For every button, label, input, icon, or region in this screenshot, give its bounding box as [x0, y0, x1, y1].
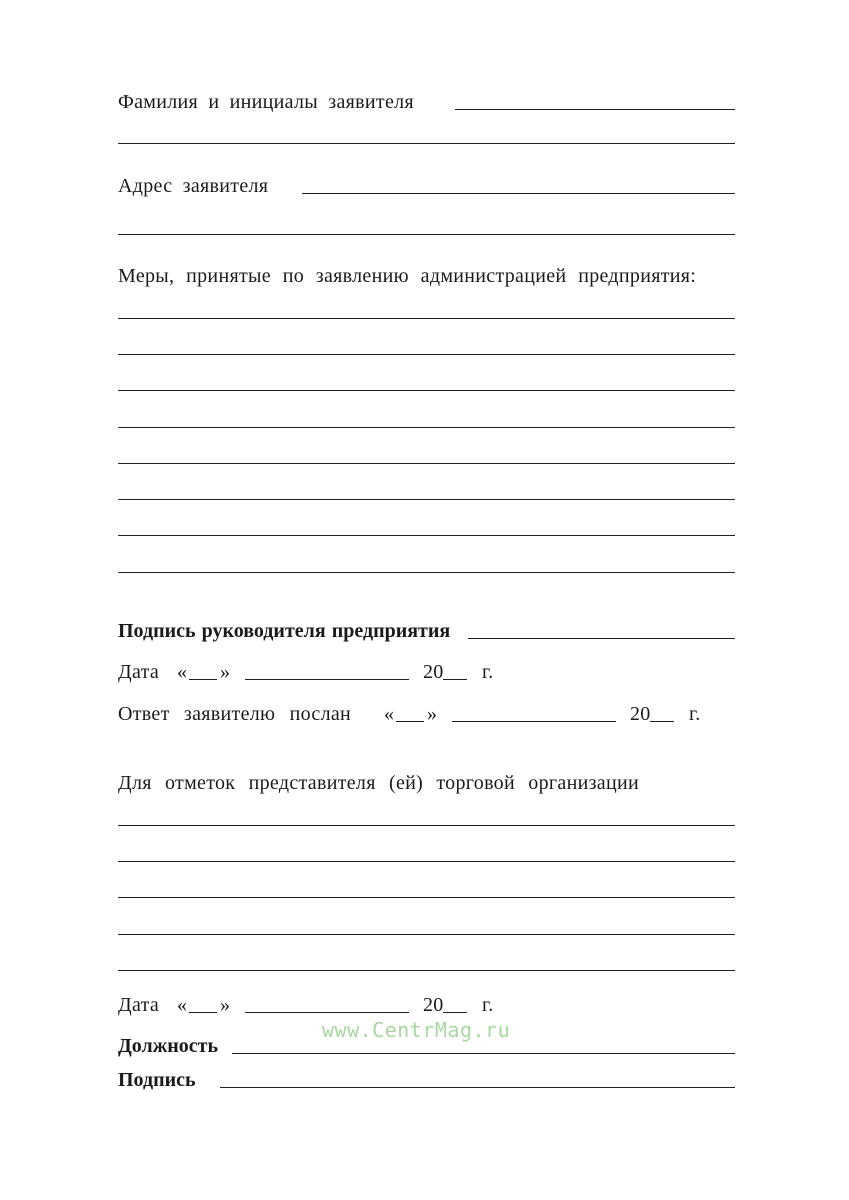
- measures-line[interactable]: [118, 318, 735, 319]
- representative-date-open-quote: «: [177, 994, 188, 1016]
- position-label: Должность: [118, 1035, 219, 1057]
- reply-year-line[interactable]: [650, 721, 674, 722]
- measures-label: Меры, принятые по заявлению администрацией предприятия:: [118, 265, 697, 287]
- measures-line[interactable]: [118, 572, 735, 573]
- representative-date-day-line[interactable]: [189, 1012, 217, 1013]
- manager-date-month-line[interactable]: [245, 679, 409, 680]
- representative-year-suffix: г.: [482, 994, 494, 1016]
- manager-signature-line[interactable]: [468, 638, 735, 639]
- applicant-name-label: Фамилия и инициалы заявителя: [118, 91, 414, 113]
- measures-line[interactable]: [118, 354, 735, 355]
- manager-year-prefix: 20: [423, 661, 444, 683]
- notes-line[interactable]: [118, 934, 735, 935]
- applicant-address-line-2[interactable]: [118, 234, 735, 235]
- watermark: www.CentrMag.ru: [322, 1018, 511, 1042]
- representative-date-close-quote: »: [220, 994, 231, 1016]
- manager-year-suffix: г.: [482, 661, 494, 683]
- position-line[interactable]: [232, 1053, 735, 1054]
- manager-date-day-line[interactable]: [189, 679, 217, 680]
- manager-date-open-quote: «: [177, 661, 188, 683]
- reply-date-day-line[interactable]: [396, 721, 424, 722]
- applicant-address-line[interactable]: [302, 193, 735, 194]
- representative-date-month-line[interactable]: [245, 1012, 409, 1013]
- representative-date-label: Дата: [118, 994, 160, 1016]
- representative-year-line[interactable]: [443, 1012, 467, 1013]
- reply-date-month-line[interactable]: [452, 721, 616, 722]
- applicant-name-line[interactable]: [455, 109, 735, 110]
- reply-sent-label: Ответ заявителю послан: [118, 703, 352, 725]
- manager-year-line[interactable]: [443, 679, 467, 680]
- measures-line[interactable]: [118, 463, 735, 464]
- manager-date-close-quote: »: [220, 661, 231, 683]
- notes-line[interactable]: [118, 861, 735, 862]
- notes-line[interactable]: [118, 825, 735, 826]
- measures-line[interactable]: [118, 499, 735, 500]
- signature-label: Подпись: [118, 1069, 196, 1091]
- manager-date-label: Дата: [118, 661, 160, 683]
- reply-date-close-quote: »: [427, 703, 438, 725]
- applicant-name-line-2[interactable]: [118, 143, 735, 144]
- applicant-address-label: Адрес заявителя: [118, 175, 269, 197]
- representative-notes-label: Для отметок представителя (ей) торговой организации: [118, 772, 639, 794]
- representative-year-prefix: 20: [423, 994, 444, 1016]
- measures-line[interactable]: [118, 535, 735, 536]
- notes-line[interactable]: [118, 897, 735, 898]
- reply-year-prefix: 20: [630, 703, 651, 725]
- notes-line[interactable]: [118, 970, 735, 971]
- measures-line[interactable]: [118, 390, 735, 391]
- reply-date-open-quote: «: [384, 703, 395, 725]
- reply-year-suffix: г.: [689, 703, 701, 725]
- measures-line[interactable]: [118, 427, 735, 428]
- manager-signature-label: Подпись руководителя предприятия: [118, 620, 451, 642]
- signature-line[interactable]: [220, 1087, 735, 1088]
